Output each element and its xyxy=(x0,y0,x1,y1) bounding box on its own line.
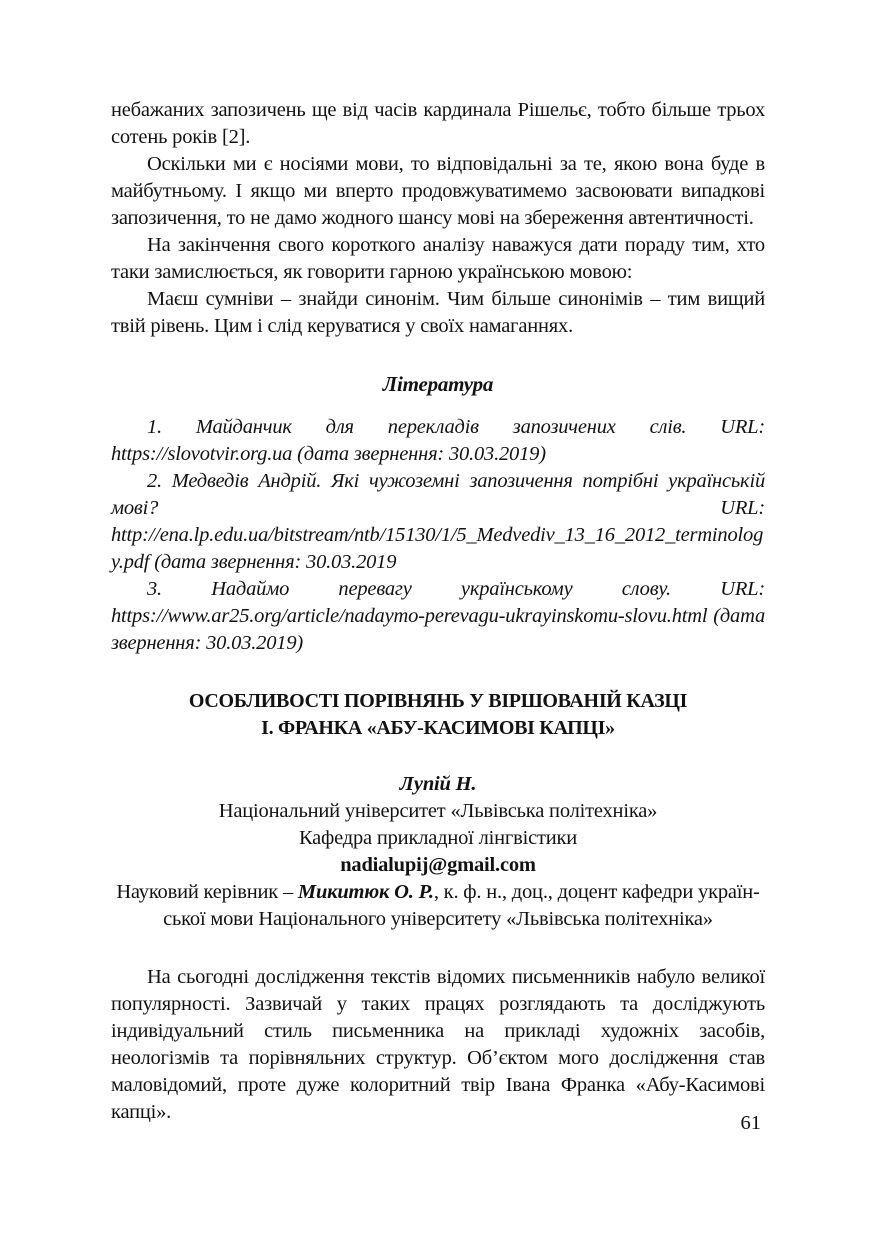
supervisor-line-2: ської мови Національного університету «Львівська політехніка» xyxy=(163,908,713,930)
article-title xyxy=(111,688,765,742)
article-body-paragraph: На сьогодні дослідження текстів відомих письменників набуло великої популярності. Зазвичай у таких працях розглядають та досліджують індивідуальний стиль письменника на прикладі художніх засобів, неологізмів та порівняльних структур. Об’єктом мого дослідження став маловідомий, проте дуже колоритний твір Івана Франка «Абу-Касимові капці». xyxy=(111,966,765,1123)
article-title-line: ОСОБЛИВОСТІ ПОРІВНЯНЬ У ВІРШОВАНІЙ КАЗЦІ xyxy=(188,690,688,712)
supervisor-line xyxy=(111,879,765,933)
reference-item: 3. Надаймо перевагу українському слову. URL: https://www.ar25.org/article/nadaymo-perevagu-ukrayinskomu-slovu.html (дата звернення: 30.03.2019) xyxy=(111,578,765,654)
intro-paragraph: На закінчення свого короткого аналізу наважуся дати пораду тим, хто таки замислюється, як говорити гарною українською мовою: xyxy=(111,234,765,283)
author-name: Лупій Н. xyxy=(399,773,477,795)
reference-item: 2. Медведів Андрій. Які чужоземні запозичення потрібні українській мові? URL: http://ena.lp.edu.ua/bitstream/ntb/15130/1/5_Medvediv_13_16_2012_terminology.pdf (дата звернення: 30.03.2019 xyxy=(111,470,765,573)
text-column xyxy=(111,97,765,1126)
supervisor-prefix: Науковий керівник – xyxy=(116,881,298,903)
author-affiliation: Національний університет «Львівська політехніка» xyxy=(218,800,658,822)
literature-heading: Література xyxy=(382,372,494,396)
author-email: nadialupij@gmail.com xyxy=(340,854,536,876)
intro-paragraph: Маєш сумніви – знайди синонім. Чим більше синонімів – тим вищий твій рівень. Цим і слід керуватися у своїх намаганнях. xyxy=(111,288,765,337)
reference-item: 1. Майданчик для перекладів запозичених слів. URL: https://slovotvir.org.ua (дата звернення: 30.03.2019) xyxy=(111,416,765,465)
supervisor-degrees: , к. ф. н., доц., доцент кафедри україн- xyxy=(433,881,760,903)
page-number: 61 xyxy=(740,1112,761,1134)
intro-paragraph: небажаних запозичень ще від часів кардинала Рішельє, тобто більше трьох сотень років [2]. xyxy=(111,99,765,148)
intro-paragraph: Оскільки ми є носіями мови, то відповідальні за те, якою вона буде в майбутньому. І якщо ми вперто продовжуватимемо засвоювати випадкові запозичення, то не дамо жодного шансу мові на збереження автентичності. xyxy=(111,153,765,229)
article-title-line: І. ФРАНКА «АБУ-КАСИМОВІ КАПЦІ» xyxy=(261,717,615,739)
author-department: Кафедра прикладної лінгвістики xyxy=(298,827,578,849)
supervisor-line-1 xyxy=(111,879,765,906)
supervisor-name: Микитюк О. Р. xyxy=(297,881,434,903)
reference-list xyxy=(111,414,765,657)
author-block xyxy=(111,771,765,933)
